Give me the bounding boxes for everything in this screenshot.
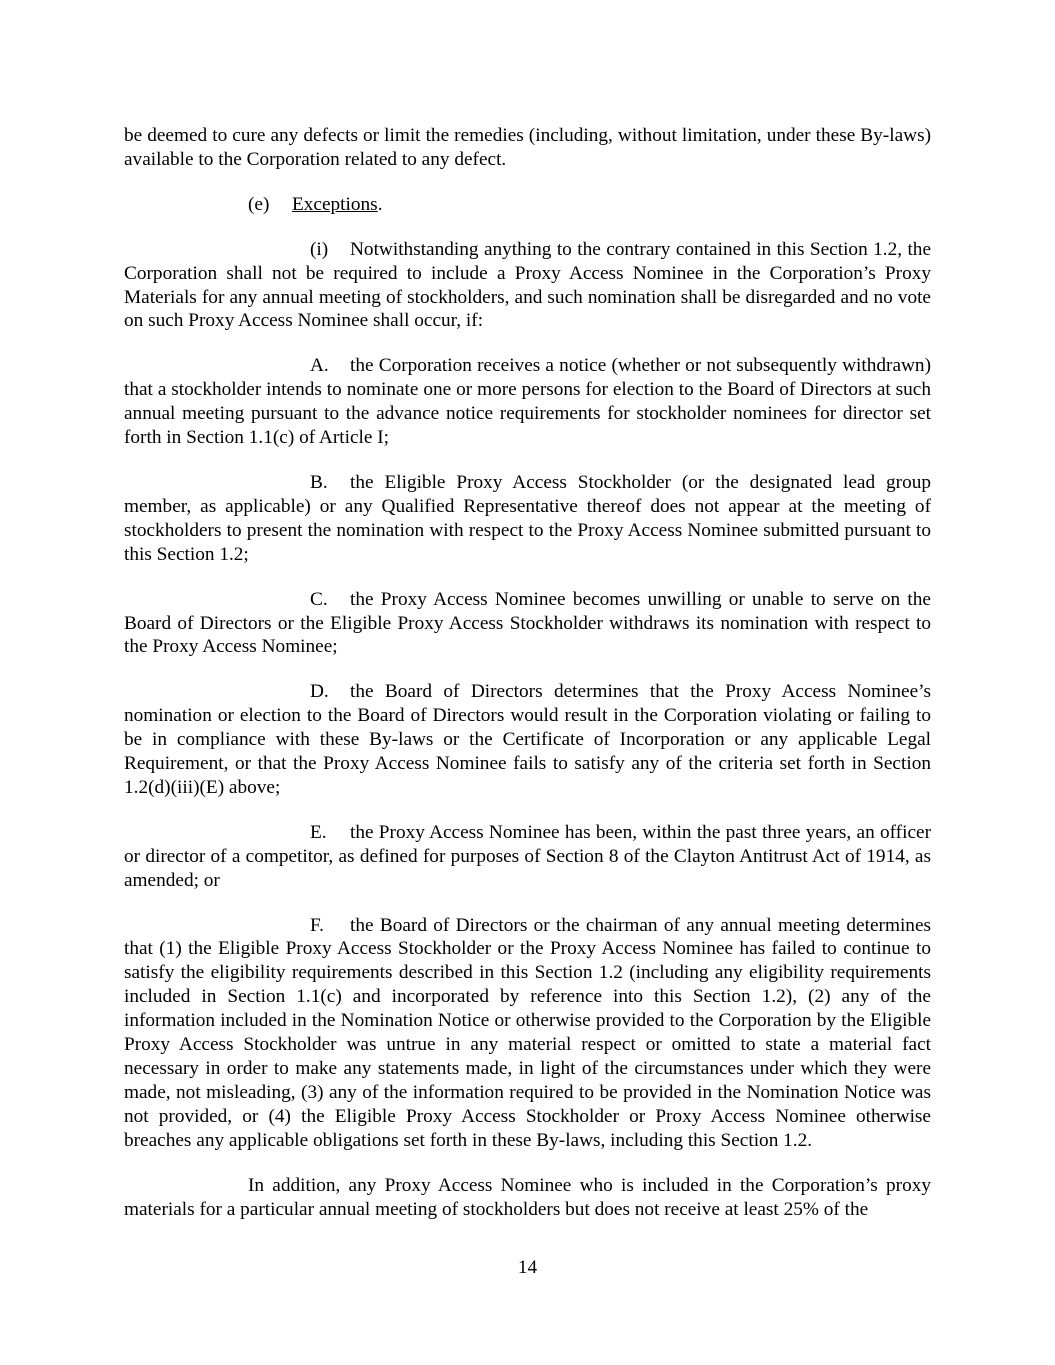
item-f-text: the Board of Directors or the chairman of any annual meeting determines that (1) the Eligible Proxy Access Stockholder or the Proxy Access Nominee has failed to continue to satisfy the eligibility requirements described in this Section 1.2 (including any eligibility requirements included in Section 1.1(c) and incorporated by reference into this Section 1.2), (2) any of the information included in the Nomination Notice or otherwise provided to the Corporation by the Eligible Proxy Access Stockholder was untrue in any material respect or omitted to state a material fact necessary in order to make any statements made, in light of the circumstances under which they were made, not misleading, (3) any of the information required to be provided in the Nomination Notice was not provided, or (4) the Eligible Proxy Access Stockholder or Proxy Access Nominee otherwise breaches any applicable obligations set forth in these By-laws, including this Section 1.2.: [124, 914, 931, 1151]
subsection-i-paragraph: [124, 238, 931, 334]
item-c-marker: C.: [310, 588, 328, 610]
item-f-marker: F.: [310, 914, 324, 936]
item-b-marker: B.: [310, 471, 328, 493]
item-c-text: the Proxy Access Nominee becomes unwilling or unable to serve on the Board of Directors or the Eligible Proxy Access Stockholder withdraws its nomination with respect to the Proxy Access Nominee;: [124, 588, 931, 658]
item-d-marker: D.: [310, 681, 329, 703]
item-a-paragraph: [124, 354, 931, 450]
subsection-i-marker: (i): [310, 238, 329, 260]
item-b-paragraph: [124, 471, 931, 567]
item-a-marker: A.: [310, 355, 329, 377]
item-e-marker: E.: [310, 821, 327, 843]
item-e-paragraph: [124, 821, 931, 893]
item-f-paragraph: [124, 914, 931, 1153]
section-e-label: (e): [248, 193, 270, 215]
item-b-text: the Eligible Proxy Access Stockholder (or the designated lead group member, as applicable) or any Qualified Representative thereof does not appear at the meeting of stockholders to present the nomination with respect to the Proxy Access Nominee submitted pursuant to this Section 1.2;: [124, 471, 931, 565]
section-e-title: Exceptions: [292, 193, 378, 215]
section-e-heading: [124, 193, 931, 217]
closing-paragraph: In addition, any Proxy Access Nominee who is included in the Corporation’s proxy materials for a particular annual meeting of stockholders but does not receive at least 25% of the: [124, 1174, 931, 1220]
item-c-paragraph: [124, 588, 931, 660]
item-e-text: the Proxy Access Nominee has been, within the past three years, an officer or director of a competitor, as defined for purposes of Section 8 of the Clayton Antitrust Act of 1914, as amended; or: [124, 821, 931, 891]
continuation-paragraph: be deemed to cure any defects or limit the remedies (including, without limitation, under these By-laws) available to the Corporation related to any defect.: [124, 125, 931, 170]
subsection-i-text: Notwithstanding anything to the contrary contained in this Section 1.2, the Corporation shall not be required to include a Proxy Access Nominee in the Corporation’s Proxy Materials for any annual meeting of stockholders, and such nomination shall be disregarded and no vote on such Proxy Access Nominee shall occur, if:: [124, 238, 931, 332]
item-d-text: the Board of Directors determines that the Proxy Access Nominee’s nomination or election to the Board of Directors would result in the Corporation violating or failing to be in compliance with these By-laws or the Certificate of Incorporation or any applicable Legal Requirement, or that the Proxy Access Nominee fails to satisfy any of the criteria set forth in Section 1.2(d)(iii)(E) above;: [124, 681, 931, 798]
item-a-text: the Corporation receives a notice (whether or not subsequently withdrawn) that a stockholder intends to nominate one or more persons for election to the Board of Directors at such annual meeting pursuant to the advance notice requirements for stockholder nominees for director set forth in Section 1.1(c) of Article I;: [124, 355, 931, 449]
section-e-title-suffix: .: [377, 193, 383, 215]
page-number: 14: [517, 1257, 538, 1278]
document-page: [124, 124, 931, 1242]
item-d-paragraph: [124, 680, 931, 800]
